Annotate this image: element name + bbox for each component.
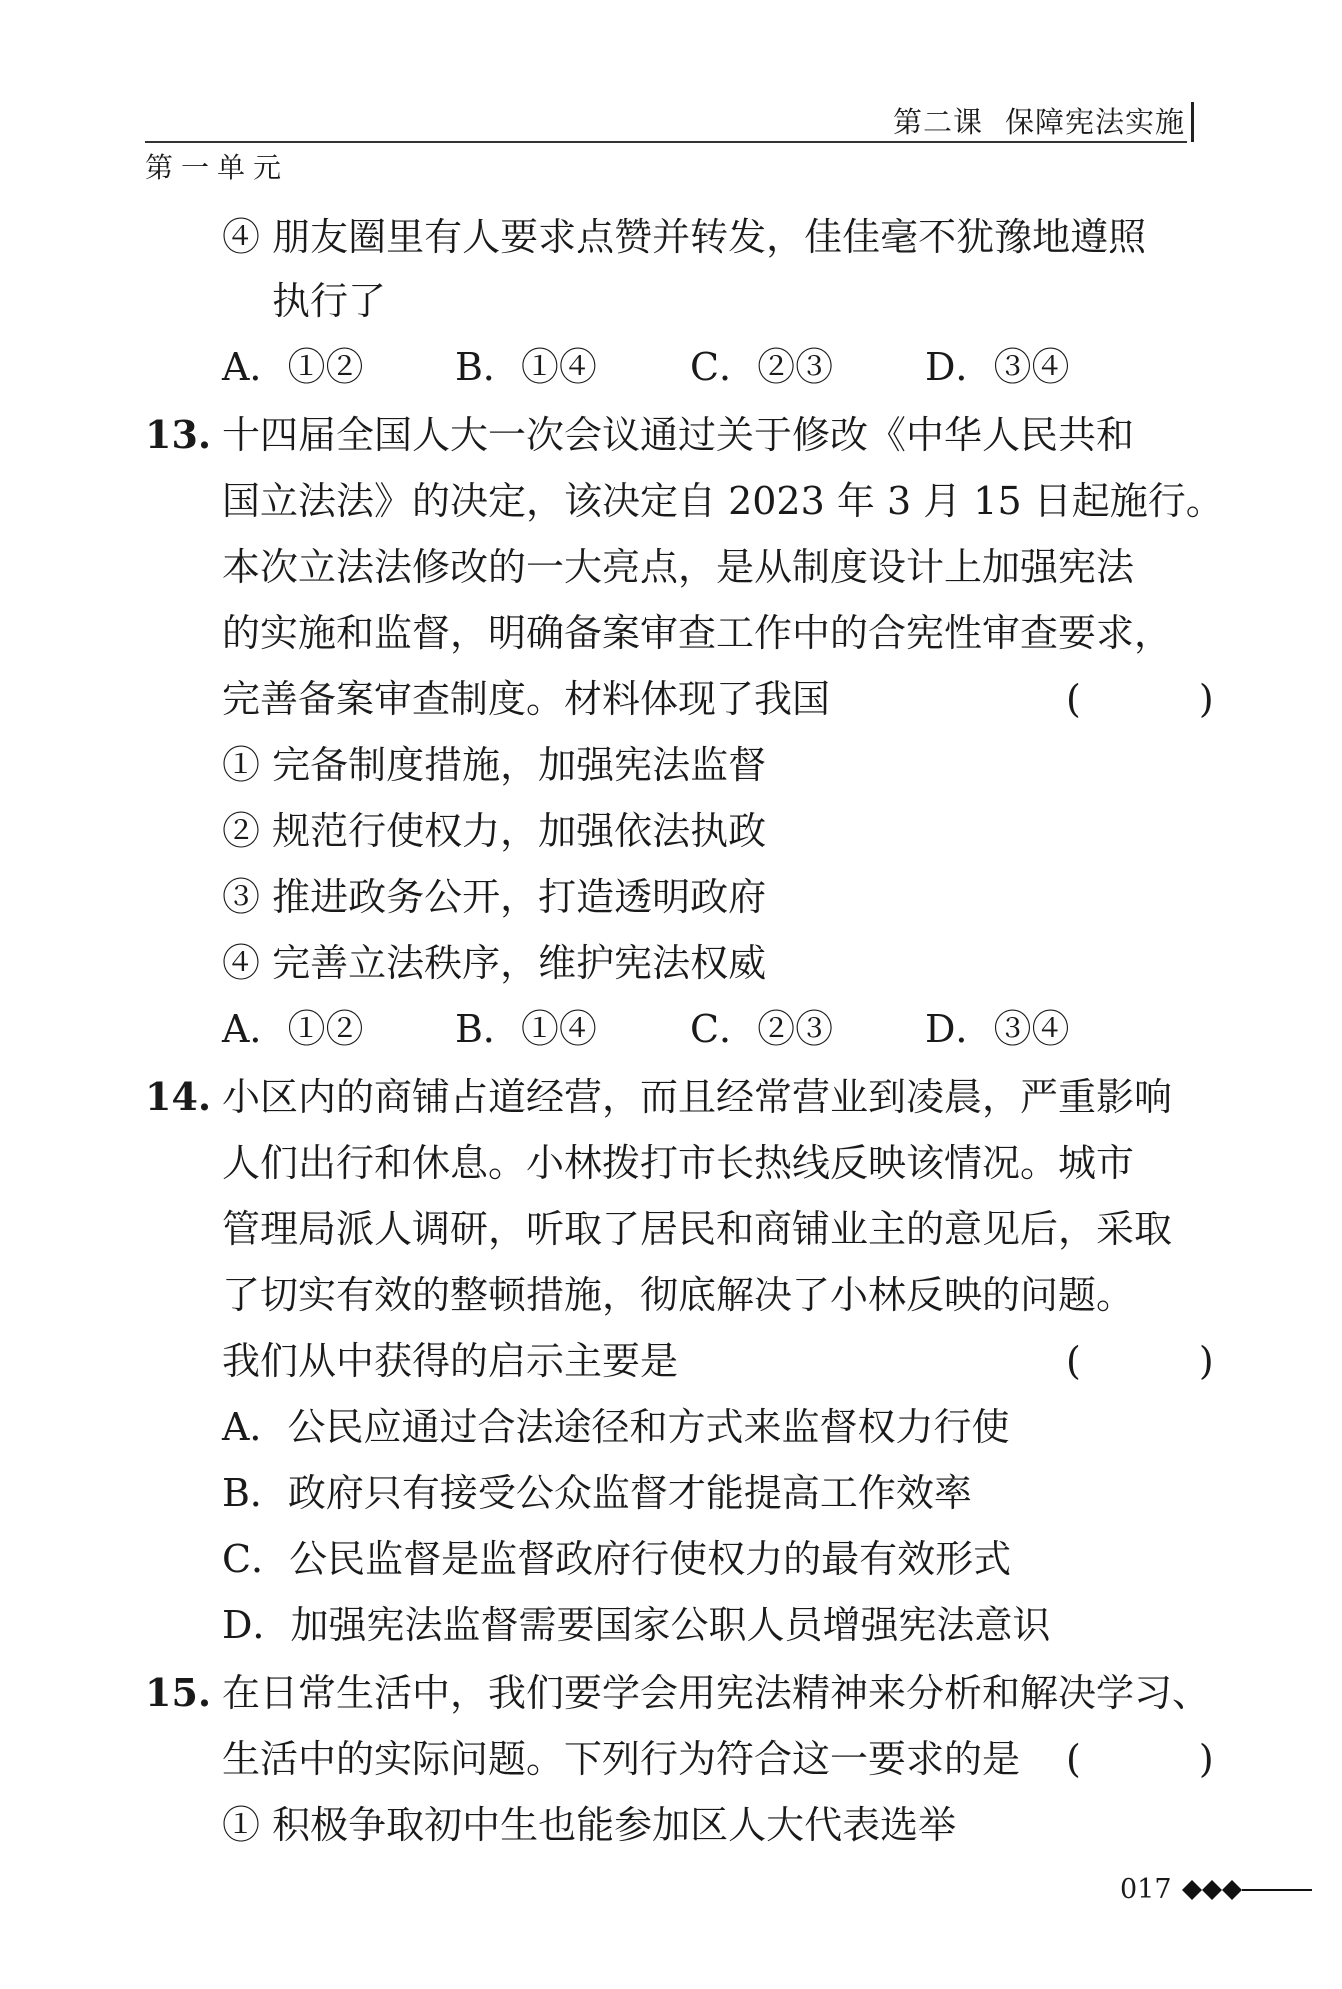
q15-stem-line-1: 在日常生活中，我们要学会用宪法精神来分析和解决学习、 [222,1671,1211,1715]
q13-item-1: ① 完备制度措施，加强宪法监督 [222,743,767,787]
q14-number: 14. [145,1074,212,1119]
running-header-lesson [893,102,1194,142]
q13-item-2: ② 规范行使权力，加强依法执政 [222,809,767,853]
q13-stem-line-1: 十四届全国人大一次会议通过关于修改《中华人民共和 [222,413,1135,457]
q14-stem-line-2: 人们出行和休息。小林拨打市长热线反映该情况。城市 [222,1141,1135,1185]
lesson-label: 第二课 [892,105,983,139]
q15-number: 15. [145,1670,212,1715]
q14-option-c: C．公民监督是监督政府行使权力的最有效形式 [222,1537,1012,1581]
q14-stem-line-3: 管理局派人调研，听取了居民和商铺业主的意见后，采取 [222,1207,1173,1251]
header-rule [145,141,1187,143]
q13-stem-line-4: 的实施和监督，明确备案审查工作中的合宪性审查要求， [222,611,1173,655]
q13-stem-line-3: 本次立法法修改的一大亮点，是从制度设计上加强宪法 [222,545,1135,589]
q14-stem-line-4: 了切实有效的整顿措施，彻底解决了小林反映的问题。 [222,1273,1135,1317]
q14-option-b: B．政府只有接受公众监督才能提高工作效率 [222,1471,972,1515]
q12-option-d: D．③④ [925,345,1070,389]
q13-answer-blank: ( ) [1066,677,1254,721]
q12-item-4-line-2: 执行了 [272,279,387,323]
q13-stem-line-5: 完善备案审查制度。材料体现了我国 [222,677,831,721]
q15-answer-blank: ( ) [1066,1737,1254,1781]
q15-stem-line-2: 生活中的实际问题。下列行为符合这一要求的是 [222,1737,1021,1781]
q14-option-a: A．公民应通过合法途径和方式来监督权力行使 [222,1405,1010,1449]
q13-stem-line-2: 国立法法》的决定，该决定自 2023 年 3 月 15 日起施行。 [222,479,1224,523]
q13-option-c: C．②③ [690,1007,834,1051]
q13-option-b: B．①④ [455,1007,597,1051]
lesson-title: 保障宪法实施 [1004,105,1185,139]
q12-option-c: C．②③ [690,345,834,389]
q12-item-4-line-1: ④ 朋友圈里有人要求点赞并转发，佳佳毫不犹豫地遵照 [222,215,1147,259]
q13-option-d: D．③④ [925,1007,1070,1051]
q14-option-d: D．加强宪法监督需要国家公职人员增强宪法意识 [222,1603,1051,1647]
running-header-unit: 第一单元 [145,151,290,184]
q12-option-b: B．①④ [455,345,597,389]
diamond-icon [1182,1878,1312,1902]
q13-item-4: ④ 完善立法秩序，维护宪法权威 [222,941,767,985]
q12-option-a: A．①② [222,345,364,389]
q14-stem-line-5: 我们从中获得的启示主要是 [222,1339,679,1383]
q13-number: 13. [145,412,212,457]
q13-option-a: A．①② [222,1007,364,1051]
q13-item-3: ③ 推进政务公开，打造透明政府 [222,875,767,919]
page-number: 017 [1120,1874,1172,1905]
q15-item-1: ① 积极争取初中生也能参加区人大代表选举 [222,1803,957,1847]
q14-stem-line-1: 小区内的商铺占道经营，而且经常营业到凌晨，严重影响 [222,1075,1173,1119]
q14-answer-blank: ( ) [1066,1339,1254,1383]
